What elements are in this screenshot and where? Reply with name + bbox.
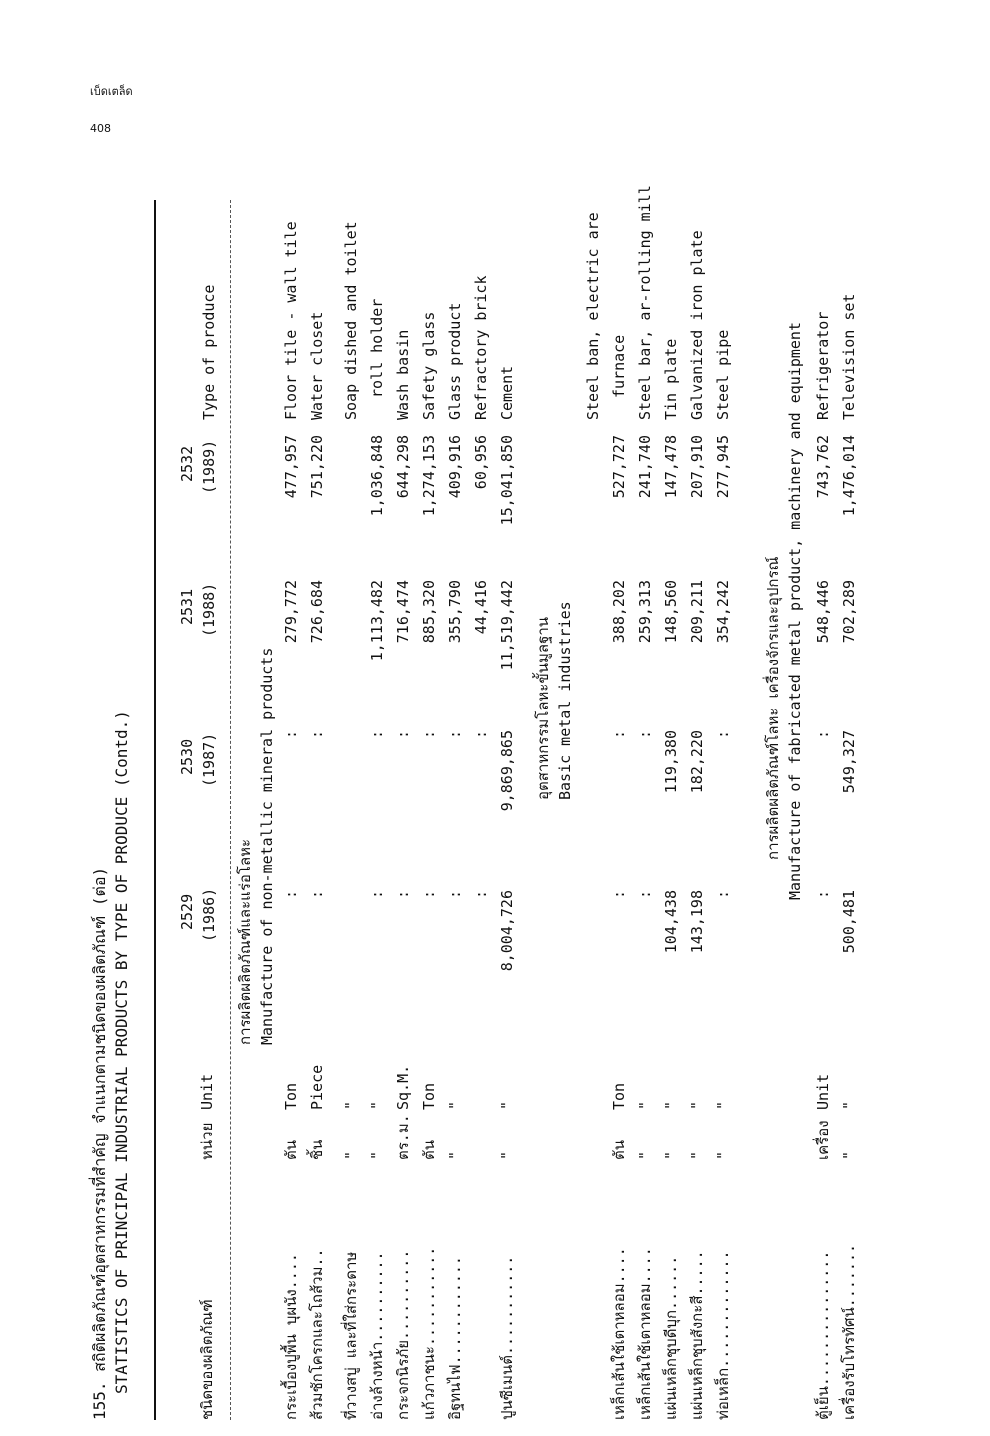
row-type-en: Floor tile - wall tile [282, 221, 300, 420]
table-row [612, 200, 634, 1420]
row-1989: 1,036,848 [368, 435, 386, 517]
row-unit-thai: " [840, 1150, 858, 1160]
row-unit-thai: " [688, 1150, 706, 1160]
row-type-en: Steel pipe [714, 329, 732, 420]
table-row [396, 200, 418, 1420]
row-1986: 500,481 [840, 890, 858, 954]
table-row [284, 200, 306, 1420]
row-unit-thai: ชิ้น [308, 1139, 326, 1160]
row-type-thai: เหล็กเส้นใช้เตาหลอม.... [610, 1247, 628, 1420]
row-1988: 726,684 [308, 580, 326, 644]
row-unit-en: " [636, 1100, 654, 1110]
col-1988-be: 2531 [178, 588, 196, 625]
row-unit-thai: " [446, 1150, 464, 1160]
row-1988: 702,289 [840, 580, 858, 644]
row-1986: : [282, 890, 300, 900]
row-1989: 644,298 [394, 435, 412, 499]
row-type-thai: ปูนซีเมนต์........... [498, 1255, 516, 1420]
row-unit-en: Unit [814, 1073, 832, 1110]
table-row [422, 200, 444, 1420]
col-type-thai: ชนิดของผลิตภัณฑ์ [198, 1299, 216, 1420]
row-type-en: Steel bar, ar-rolling mill [636, 185, 654, 420]
row-unit-thai: " [368, 1150, 386, 1160]
row-unit-thai: เครื่อง [814, 1120, 832, 1160]
row-1986: : [394, 890, 412, 900]
row-1988: 548,446 [814, 580, 832, 644]
table-row [586, 200, 608, 1420]
row-1989: 1,274,153 [420, 435, 438, 517]
row-1989: 277,945 [714, 435, 732, 499]
row-1988: 388,202 [610, 580, 628, 644]
col-1989: (1989) [200, 439, 218, 494]
table-title-en: STATISTICS OF PRINCIPAL INDUSTRIAL PRODUCTS BY TYPE OF PRODUCE (Contd.) [112, 710, 131, 1394]
row-1989: 409,916 [446, 435, 464, 499]
col-1988: (1988) [200, 582, 218, 637]
row-1987: : [636, 730, 654, 740]
row-1989: 241,740 [636, 435, 654, 499]
row-1988: 1,113,482 [368, 580, 386, 662]
col-unit-en: Unit [198, 1073, 216, 1110]
row-type-thai: กระจกนิรภัย.......... [394, 1249, 412, 1420]
row-1989: 527,727 [610, 435, 628, 499]
col-unit-thai: หน่วย [198, 1122, 216, 1160]
row-1989: 1,476,014 [840, 435, 858, 517]
row-1986: : [420, 890, 438, 900]
row-1988: 354,242 [714, 580, 732, 644]
row-type-en: Television set [840, 293, 858, 420]
table-row [448, 200, 470, 1420]
row-type-thai: เหล็กเส้นใช้เตาหลอม.... [636, 1247, 654, 1420]
row-type-thai: เครื่องรับโทรทัศน์....... [840, 1243, 858, 1420]
table-row [344, 200, 366, 1420]
row-1988: 259,313 [636, 580, 654, 644]
row-type-thai: กระเบื้องปูพื้น บุผนัง.... [282, 1253, 300, 1420]
row-type-en: Soap dished and toilet [342, 221, 360, 420]
row-1987: : [282, 730, 300, 740]
col-type-en: Type of produce [200, 284, 218, 420]
row-unit-en: " [688, 1100, 706, 1110]
row-1987: : [814, 730, 832, 740]
row-1986: : [446, 890, 464, 900]
row-1987: : [368, 730, 386, 740]
section-title-en: Basic metal industries [556, 601, 574, 800]
top-rule [154, 200, 156, 1420]
statistics-table [80, 185, 910, 1420]
row-1987: : [308, 730, 326, 740]
row-type-thai: ท่อเหล็ก............. [714, 1250, 732, 1420]
row-type-en: Tin plate [662, 338, 680, 420]
row-type-thai: ที่วางสบู่ และที่ใส่กระดาษ [342, 1251, 360, 1420]
row-unit-en: Piece [308, 1064, 326, 1110]
col-1987-be: 2530 [178, 738, 196, 775]
row-1986: : [368, 890, 386, 900]
row-unit-thai: " [498, 1150, 516, 1160]
row-1988: 148,560 [662, 580, 680, 644]
row-1986: : [814, 890, 832, 900]
row-1989: 207,910 [688, 435, 706, 499]
table-row [842, 200, 864, 1420]
row-1987: 182,220 [688, 730, 706, 794]
row-unit-en: " [498, 1100, 516, 1110]
row-unit-en: Ton [420, 1082, 438, 1110]
row-type-en: Glass product [446, 302, 464, 420]
row-type-thai: ส้วมชักโครกและโถส้วม.. [308, 1248, 326, 1420]
table-row [716, 200, 738, 1420]
section-title-en: Manufacture of non-metallic mineral products [258, 647, 276, 1045]
row-unit-thai: " [342, 1150, 360, 1160]
row-1988: 11,519,442 [498, 580, 516, 671]
row-1989: 477,957 [282, 435, 300, 499]
table-row [310, 200, 332, 1420]
row-type-thai: แก้วภาชนะ........... [420, 1246, 438, 1420]
row-unit-thai: ตร.ม. [394, 1114, 412, 1160]
row-1987: : [420, 730, 438, 740]
section-title-thai: การผลิตผลิตภัณฑ์และแร่อโลหะ [236, 838, 254, 1045]
row-1988: 355,790 [446, 580, 464, 644]
row-1986: : [472, 890, 490, 900]
row-type-thai: ตู้เย็น............... [814, 1250, 832, 1420]
row-unit-thai: " [662, 1150, 680, 1160]
row-type-en: Refractory brick [472, 275, 490, 420]
table-row [664, 200, 686, 1420]
row-type-en: Water closet [308, 311, 326, 420]
row-unit-thai: " [636, 1150, 654, 1160]
table-title-thai: 155. สถิติผลิตภัณฑ์อุตสาหกรรมที่สำคัญ จำแนกตามชนิดของผลิตภัณฑ์ (ต่อ) [90, 866, 109, 1420]
row-unit-en: " [446, 1100, 464, 1110]
row-1986: 143,198 [688, 890, 706, 954]
row-1989: 751,220 [308, 435, 326, 499]
row-unit-en: Ton [282, 1082, 300, 1110]
row-type-en: Galvanized iron plate [688, 230, 706, 420]
row-1986: 104,438 [662, 890, 680, 954]
table-row [690, 200, 712, 1420]
row-type-en: Wash basin [394, 329, 412, 420]
col-1987: (1987) [200, 732, 218, 787]
row-unit-thai: ตัน [610, 1140, 628, 1160]
row-1989: 147,478 [662, 435, 680, 499]
row-1987: : [472, 730, 490, 740]
row-type-en: Cement [498, 365, 516, 420]
row-unit-en: " [342, 1100, 360, 1110]
row-1989: 15,041,850 [498, 435, 516, 526]
row-1988: 885,320 [420, 580, 438, 644]
table-row [474, 200, 496, 1420]
row-type-thai: แผ่นเหล็กชุบดีบุก...... [662, 1255, 680, 1420]
row-1986: : [308, 890, 326, 900]
row-1988: 716,474 [394, 580, 412, 644]
row-type-en: Steel ban, electric are [584, 212, 602, 420]
row-unit-en: " [840, 1100, 858, 1110]
table-row [636, 185, 660, 1420]
row-1986: 8,004,726 [498, 890, 516, 972]
table-row [500, 200, 522, 1420]
row-unit-en: " [368, 1100, 386, 1110]
section-title-thai: อุตสาหกรรมโลหะขั้นมูลฐาน [534, 616, 552, 800]
col-1986: (1986) [200, 887, 218, 942]
row-unit-en: " [662, 1100, 680, 1110]
col-1989-be: 2532 [178, 445, 196, 482]
row-1987: : [394, 730, 412, 740]
row-type-en: Safety glass [420, 311, 438, 420]
row-1988: 279,772 [282, 580, 300, 644]
chapter-label: เบ็ดเตล็ด [90, 85, 133, 98]
row-type-en: Refrigerator [814, 311, 832, 420]
row-1988: 44,416 [472, 580, 490, 635]
row-unit-thai: ตัน [282, 1140, 300, 1160]
row-1988: 209,211 [688, 580, 706, 644]
row-1986: : [714, 890, 732, 900]
row-1987: 9,869,865 [498, 730, 516, 812]
row-1987: : [610, 730, 628, 740]
row-type-thai: อิฐทนไฟ............ [446, 1256, 464, 1420]
row-1986: : [610, 890, 628, 900]
section-title-en: Manufacture of fabricated metal product, machinery and equipment [786, 322, 804, 900]
row-unit-en: " [714, 1100, 732, 1110]
row-type-en: furnace [610, 334, 628, 398]
table-row [816, 200, 838, 1420]
row-unit-thai: ตัน [420, 1140, 438, 1160]
row-type-thai: อ่างล้างหน้า.......... [368, 1251, 386, 1420]
page-number: 408 [90, 122, 111, 135]
row-1989: 60,956 [472, 435, 490, 490]
row-unit-en: Ton [610, 1082, 628, 1110]
table-row [370, 200, 392, 1420]
row-unit-en: Sq.M. [394, 1064, 412, 1110]
header-rule [230, 200, 231, 1420]
row-1987: 549,327 [840, 730, 858, 794]
row-unit-thai: " [714, 1150, 732, 1160]
row-1989: 743,762 [814, 435, 832, 499]
row-1987: 119,380 [662, 730, 680, 794]
section-title-thai: การผลิตผลิตภัณฑ์โลหะ เครื่องจักรและอุปกรณ์ [764, 556, 782, 860]
row-1987: : [714, 730, 732, 740]
col-1986-be: 2529 [178, 893, 196, 930]
row-1987: : [446, 730, 464, 740]
row-1986: : [636, 890, 654, 900]
row-type-thai: แผ่นเหล็กชุบสังกะสี..... [688, 1250, 706, 1420]
row-type-en: roll holder [368, 298, 386, 398]
